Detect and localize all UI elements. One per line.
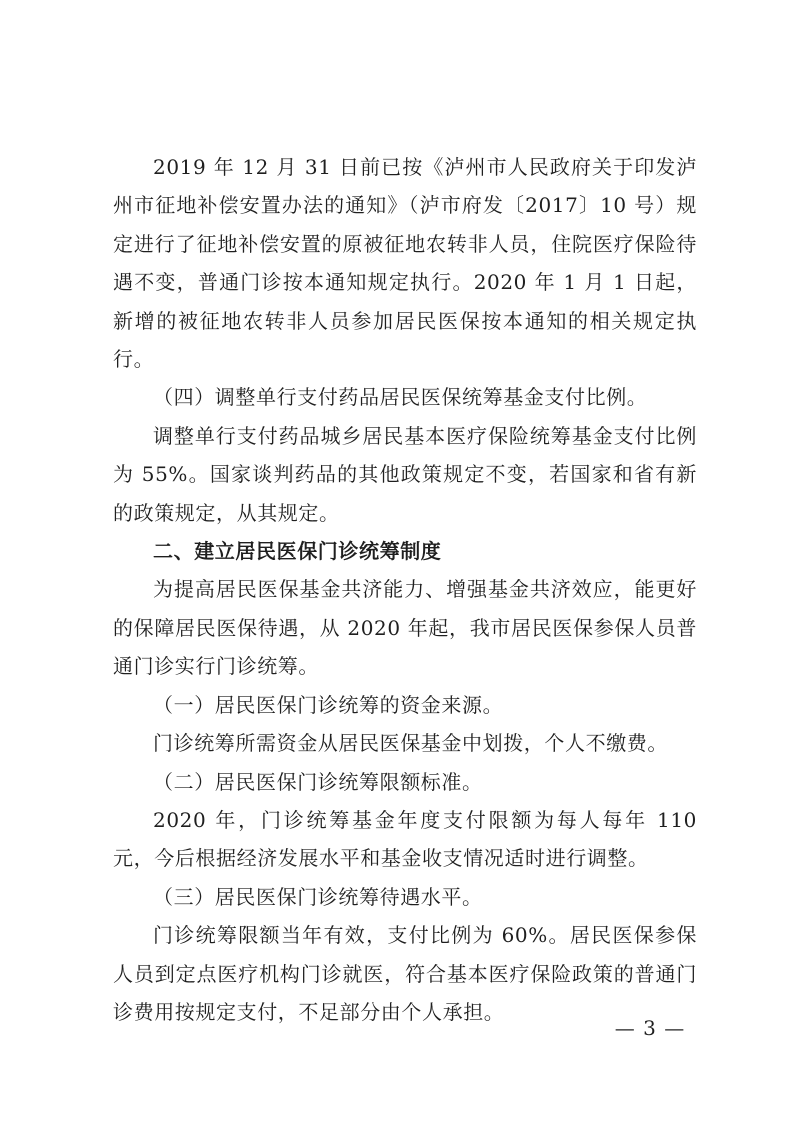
subheading-four: （四）调整单行支付药品居民医保统筹基金支付比例。 <box>153 385 648 410</box>
paragraph-fund-source: 门诊统筹所需资金从居民医保基金中划拨，个人不缴费。 <box>153 731 668 756</box>
subheading-three: （三）居民医保门诊统筹待遇水平。 <box>153 884 483 909</box>
subheading-one: （一）居民医保门诊统筹的资金来源。 <box>153 692 504 717</box>
paragraph-payment-ratio: 调整单行支付药品城乡居民基本医疗保险统筹基金支付比例为 55%。国家谈判药品的其他政策规定不变，若国家和省有新的政策规定，从其规定。 <box>113 423 697 525</box>
document-body <box>113 148 697 1031</box>
section-heading-two: 二、建立居民医保门诊统筹制度 <box>153 539 442 564</box>
page-number: — 3 — <box>614 1016 686 1040</box>
paragraph-benefit-level: 门诊统筹限额当年有效，支付比例为 60%。居民医保参保人员到定点医疗机构门诊就医，符合基本医疗保险政策的普通门诊费用按规定支付，不足部分由个人承担。 <box>113 923 697 1024</box>
paragraph-limit-standard: 2020 年，门诊统筹基金年度支付限额为每人每年 110 元，今后根据经济发展水平和基金收支情况适时进行调整。 <box>113 807 697 871</box>
paragraph-resettlement-policy: 2019 年 12 月 31 日前已按《泸州市人民政府关于印发泸州市征地补偿安置办法的通知》（泸市府发〔2017〕10 号）规定进行了征地补偿安置的原被征地农转非人员，住院医疗保险待遇不变，普通门诊按本通知规定执行。2020 年 1 月 1 日起，新增的被征地农转非人员参加居民医保按本通知的相关规定执行。 <box>113 155 697 372</box>
subheading-two: （二）居民医保门诊统筹限额标准。 <box>153 769 483 794</box>
paragraph-outpatient-intro: 为提高居民医保基金共济能力、增强基金共济效应，能更好的保障居民医保待遇，从 2020 年起，我市居民医保参保人员普通门诊实行门诊统筹。 <box>113 577 697 679</box>
